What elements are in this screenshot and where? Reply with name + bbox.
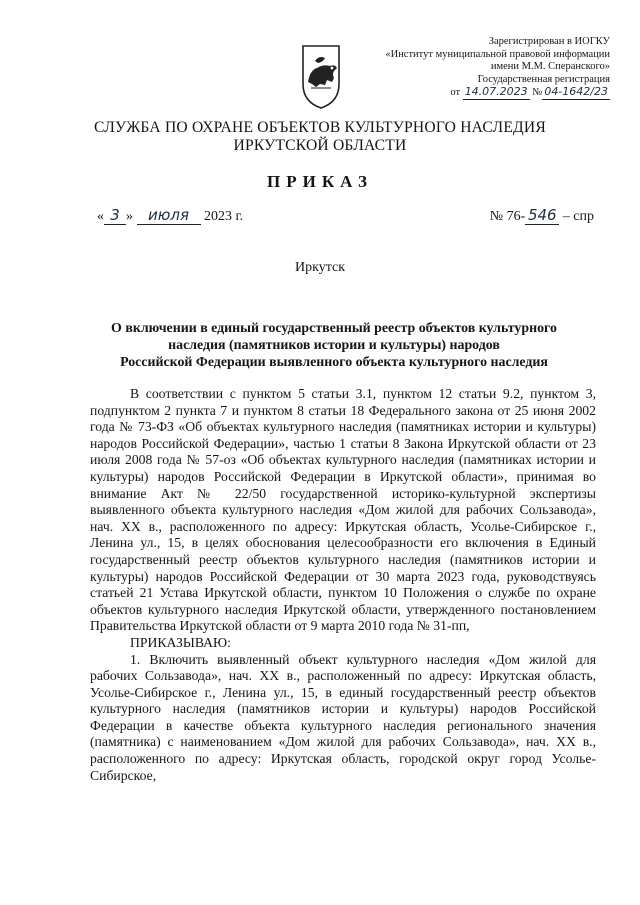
registration-stamp	[350, 36, 610, 100]
order-date	[97, 206, 243, 225]
stamp-line: Зарегистрирован в ИОГКУ	[488, 36, 610, 47]
subject-line: Российской Федерации выявленного объекта культурного наследия	[120, 355, 548, 370]
order-number-prefix: № 76-	[489, 209, 526, 224]
order-item-paragraph: 1. Включить выявленный объект культурного наследия «Дом жилой для рабочих Сользавода», нач. XX в., расположенный по адресу: Иркутская область, Усолье-Сибирское г., Ленина ул., 15, в единый государственный реестр объектов культурного наследия (памятников истории и культуры) народов Российской Федерации в качестве объекта культурного наследия регионального значения (памятника) с наименованием «Дом жилой для рабочих Сользавода», нач. XX в., расположенного по адресу: Иркутская область, городской округ город Усолье-Сибирское,	[90, 651, 596, 783]
document-type-title: ПРИКАЗ	[267, 172, 373, 191]
stamp-line: Государственная регистрация	[477, 73, 610, 85]
registration-number-label: №	[532, 87, 543, 99]
irkutsk-coat-of-arms-icon	[301, 44, 341, 110]
organization-line: СЛУЖБА ПО ОХРАНЕ ОБЪЕКТОВ КУЛЬТУРНОГО НАСЛЕДИЯ	[94, 119, 546, 136]
preamble-paragraph: В соответствии с пунктом 5 статьи 3.1, пунктом 12 статьи 9.2, пунктом 3, подпунктом 2 пункта 7 и пунктом 8 статьи 18 Федерального закона от 25 июня 2002 года № 73-ФЗ «Об объектах культурного наследия (памятниках истории и культуры) народов Российской Федерации», частью 1 статьи 8 Закона Иркутской области от 23 июля 2008 года № 57-оз «Об объектах культурного наследия (памятниках истории и культуры) народов Российской Федерации в Иркутской области», принимая во внимание Акт № 22/50 государственной историко-культурной экспертизы выявленного объекта культурного наследия «Дом жилой для рабочих Сользавода», нач. XX в., расположенного по адресу: Иркутская область, Усолье-Сибирское г., Ленина ул., 15, в целях обоснования целесообразности его включения в Единый государственный реестр объектов культурного наследия (памятников истории и культуры) народов Российской Федерации от 30 марта 2023 года, руководствуясь статьей 21 Устава Иркутской области, пунктом 10 Положения о службе по охране объектов культурного наследия Иркутской области, утвержденного постановлением Правительства Иркутской области от 9 марта 2010 года № 31-пп,	[90, 386, 596, 634]
date-open-quote: «	[97, 209, 104, 224]
date-close-quote: »	[126, 209, 133, 224]
order-number-handwritten: 546	[525, 206, 559, 225]
registration-from-label: от	[450, 87, 461, 99]
order-number	[490, 206, 594, 225]
date-day: 3	[104, 206, 126, 225]
order-number-suffix: – спр	[562, 209, 594, 224]
date-year: 2023 г.	[204, 209, 244, 224]
registration-date: 14.07.2023	[464, 85, 528, 99]
stamp-line: «Институт муниципальной правовой информации	[385, 48, 610, 60]
stamp-line: имени М.М. Сперанского»	[490, 61, 610, 73]
registration-row	[350, 86, 610, 100]
subject-line: О включении в единый государственный реестр объектов культурного	[111, 321, 557, 336]
city-name: Иркутск	[294, 260, 346, 275]
organization-line: ИРКУТСКОЙ ОБЛАСТИ	[233, 137, 407, 154]
date-month: июля	[137, 206, 201, 225]
order-subject	[84, 320, 584, 371]
order-body	[90, 386, 596, 784]
order-keyword: ПРИКАЗЫВАЮ:	[130, 634, 231, 650]
organization-name	[0, 119, 640, 155]
registration-number: 04-1642/23	[544, 85, 608, 99]
subject-line: наследия (памятников истории и культуры) народов	[168, 338, 500, 353]
